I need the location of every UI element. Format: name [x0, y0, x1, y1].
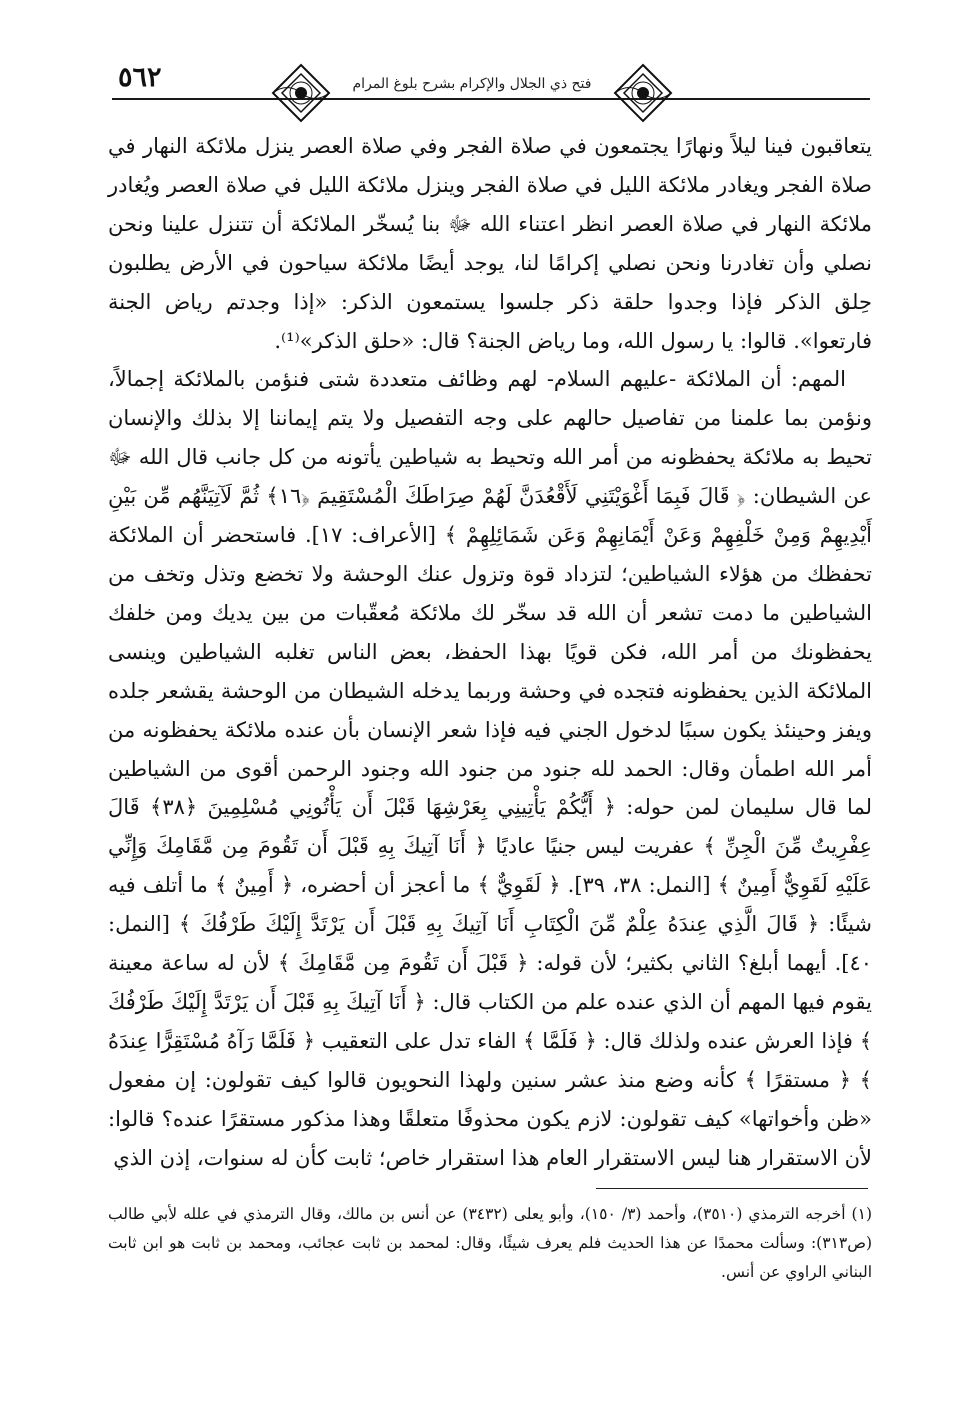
footnote-separator [596, 1188, 868, 1189]
main-text [108, 127, 872, 1177]
footnotes [108, 1200, 872, 1287]
paragraph-1: يتعاقبون فينا ليلاً ونهارًا يجتمعون في صلاة الفجر وفي صلاة العصر ينزل ملائكة النهار في صلاة الفجر ويغادر ملائكة الليل في صلاة الفجر وينزل ملائكة الليل في صلاة العصر ويُغادر ملائكة النهار في صلاة العصر انظر اعتناء الله ﷻ بنا يُسخّر الملائكة أن تتنزل علينا ونحن نصلي وأن تغادرنا ونحن نصلي إكرامًا لنا، يوجد أيضًا ملائكة سياحون في الأرض يطلبون حِلق الذكر فإذا وجدوا حلقة ذكر جلسوا يستمعون الذكر: «إذا وجدتم رياض الجنة فارتعوا». قالوا: يا رسول الله، وما رياض الجنة؟ قال: «حلق الذكر»⁽¹⁾. [108, 134, 872, 353]
paragraph-2: المهم: أن الملائكة -عليهم السلام- لهم وظائف متعددة شتى فنؤمن بالملائكة إجمالاً، ونؤمن بما علمنا من تفاصيل حالهم على وجه التفصيل ولا يتم إيماننا إلا بذلك والإنسان تحيط به ملائكة يحفظونه من أمر الله وتحيط به شياطين يأتونه من كل جانب قال الله ﷻ عن الشيطان: ﴿ قَالَ فَبِمَا أَغْوَيْتَنِي لَأَقْعُدَنَّ لَهُمْ صِرَاطَكَ الْمُسْتَقِيمَ ﴿١٦﴾ ثُمَّ لَآتِيَنَّهُم مِّن بَيْنِ أَيْدِيهِمْ وَمِنْ خَلْفِهِمْ وَعَنْ أَيْمَانِهِمْ وَعَن شَمَائِلِهِمْ ﴾ [الأعراف: ١٧]. فاستحضر أن الملائكة تحفظك من هؤلاء الشياطين؛ لتزداد قوة وتزول عنك الوحشة ولا تخضع وتذل وتخف من الشياطين ما دمت تشعر أن الله قد سخّر لك ملائكة مُعقّبات من بين يديك ومن خلفك يحفظونك من أمر الله، فكن قويًا بهذا الحفظ، بعض الناس تغلبه الشياطين وينسى الملائكة الذين يحفظونه فتجده في وحشة وربما يدخله الشيطان من الوحشة يقشعر جلده ويفز وحينئذ يكون سببًا لدخول الجني فيه فإذا شعر الإنسان بأن عنده ملائكة يحفظونه من أمر الله اطمأن وقال: الحمد لله جنود من جنود الله وجنود الرحمن أقوى من الشياطين لما قال سليمان لمن حوله: ﴿ أَيُّكُمْ يَأْتِينِي بِعَرْشِهَا قَبْلَ أَن يَأْتُونِي مُسْلِمِينَ ﴿٣٨﴾ قَالَ عِفْرِيتٌ مِّنَ الْجِنِّ ﴾ عفريت ليس جنيًا عاديًا ﴿ أَنَا آتِيكَ بِهِ قَبْلَ أَن تَقُومَ مِن مَّقَامِكَ وَإِنِّي عَلَيْهِ لَقَوِيٌّ أَمِينٌ ﴾ [النمل: ٣٨، ٣٩]. ﴿ لَقَوِيٌّ ﴾ ما أعجز أن أحضره، ﴿ أَمِينٌ ﴾ ما أتلف فيه شيئًا: ﴿ قَالَ الَّذِي عِندَهُ عِلْمٌ مِّنَ الْكِتَابِ أَنَا آتِيكَ بِهِ قَبْلَ أَن يَرْتَدَّ إِلَيْكَ طَرْفُكَ ﴾ [النمل: ٤٠]. أيهما أبلغ؟ الثاني بكثير؛ لأن قوله: ﴿ قَبْلَ أَن تَقُومَ مِن مَّقَامِكَ ﴾ لأن له ساعة معينة يقوم فيها المهم أن الذي عنده علم من الكتاب قال: ﴿ أَنَا آتِيكَ بِهِ قَبْلَ أَن يَرْتَدَّ إِلَيْكَ طَرْفُكَ ﴾ فإذا العرش عنده ولذلك قال: ﴿ فَلَمَّا ﴾ الفاء تدل على التعقيب ﴿ فَلَمَّا رَآهُ مُسْتَقِرًّا عِندَهُ ﴾ ﴿ مستقرًا ﴾ كأنه وضع منذ عشر سنين ولهذا النحويون قالوا كيف تقولون: إن مفعول «ظن وأخواتها» كيف تقولون: لازم يكون محذوفًا متعلقًا وهذا مذكور مستقرًا عنده؟ قالوا: لأن الاستقرار هنا ليس الاستقرار العام هذا استقرار خاص؛ ثابت كأن له سنوات، إذن الذي [108, 367, 873, 1170]
running-title: فتح ذي الجلال والإكرام بشرح بلوغ المرام [352, 76, 592, 92]
ornament-icon-right [612, 62, 674, 124]
header-rule [112, 98, 870, 100]
footnote-1: (١) أخرجه الترمذي (٣٥١٠)، وأحمد (٣/ ١٥٠)، وأبو يعلى (٣٤٣٢) عن أنس بن مالك، وقال الترمذي في علله لأبي طالب (ص٣١٣): وسألت محمدًا عن هذا الحديث فلم يعرف شيئًا، وقال: لمحمد بن ثابت عجائب، ومحمد بن ثابت هو ابن ثابت البناني الراوي عن أنس. [108, 1205, 872, 1281]
page-number: ٥٦٢ [118, 62, 162, 93]
ornament-icon-left [270, 62, 332, 124]
